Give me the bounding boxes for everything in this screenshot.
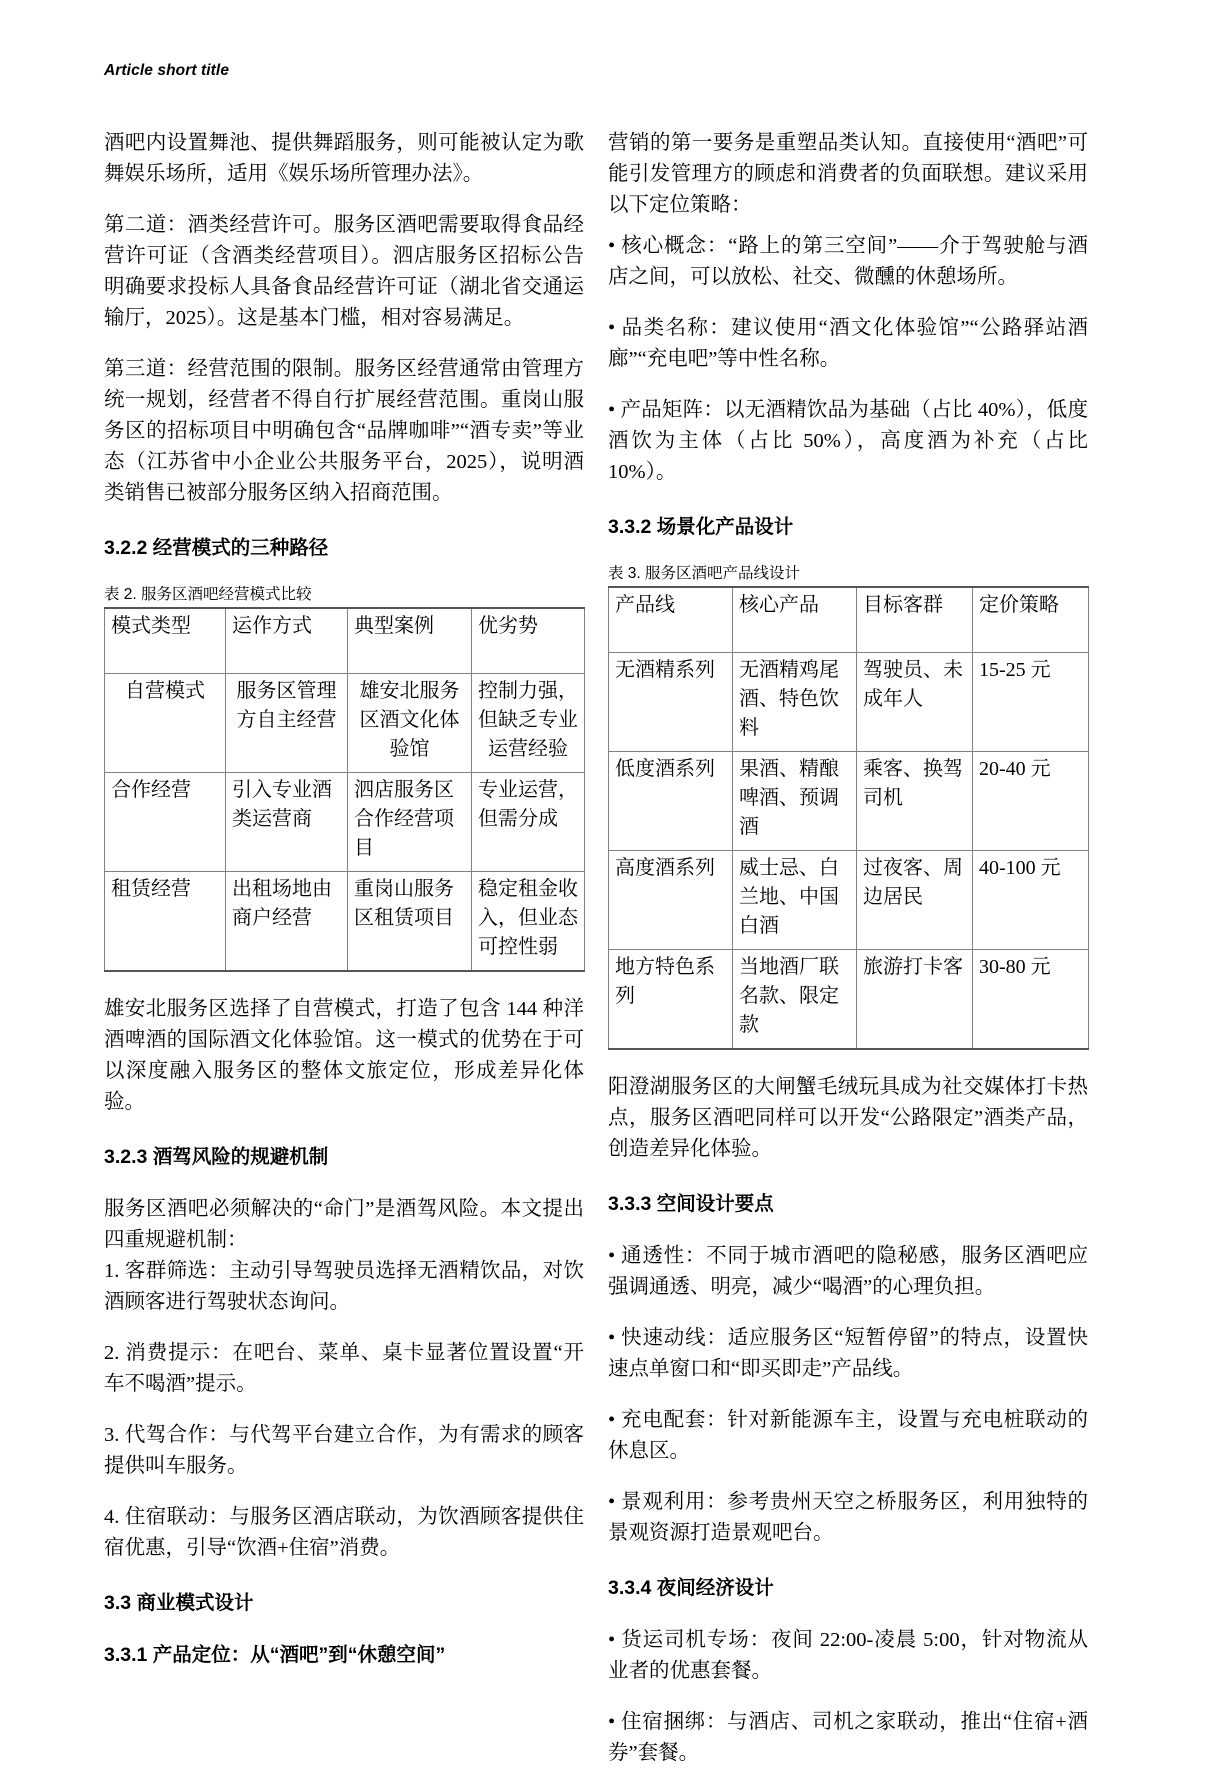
table-row — [105, 608, 585, 674]
list-item: • 核心概念：“路上的第三空间”——介于驾驶舱与酒店之间，可以放松、社交、微醺的休憩场所。 — [608, 235, 1088, 288]
table-header-cell: 核心产品 — [733, 587, 857, 653]
table-cell: 引入专业酒类运营商 — [226, 773, 348, 872]
table-cell: 高度酒系列 — [609, 851, 733, 950]
table-cell: 威士忌、白兰地、中国白酒 — [733, 851, 857, 950]
list-item: • 品类名称：建议使用“酒文化体验馆”“公路驿站酒廊”“充电吧”等中性名称。 — [608, 317, 1088, 370]
paragraph: 营销的第一要务是重塑品类认知。直接使用“酒吧”可能引发管理方的顾虑和消费者的负面联想。建议采用以下定位策略： — [608, 132, 1088, 216]
table-cell: 专业运营，但需分成 — [472, 773, 585, 872]
section-heading-3-3-3: 3.3.3 空间设计要点 — [608, 1193, 774, 1215]
table-row — [609, 653, 1089, 752]
table-row — [609, 851, 1089, 950]
list-item: • 通透性：不同于城市酒吧的隐秘感，服务区酒吧应强调通透、明亮，减少“喝酒”的心理负担。 — [608, 1245, 1088, 1298]
table-cell: 控制力强，但缺乏专业运营经验 — [472, 674, 585, 773]
right-column — [608, 128, 1088, 1789]
table-cell: 合作经营 — [105, 773, 226, 872]
list-item: • 货运司机专场：夜间 22:00-凌晨 5:00，针对物流从业者的优惠套餐。 — [608, 1629, 1088, 1682]
two-column-body — [0, 128, 1224, 1789]
list-item: • 快速动线：适应服务区“短暂停留”的特点，设置快速点单窗口和“即买即走”产品线。 — [608, 1327, 1088, 1380]
paragraph: 第三道：经营范围的限制。服务区经营通常由管理方统一规划，经营者不得自行扩展经营范围。重岗山服务区的招标项目中明确包含“品牌咖啡”“酒专卖”等业态（江苏省中小企业公共服务平台，2025），说明酒类销售已被部分服务区纳入招商范围。 — [104, 358, 584, 504]
table-row — [609, 752, 1089, 851]
list-item: 3. 代驾合作：与代驾平台建立合作，为有需求的顾客提供叫车服务。 — [104, 1424, 584, 1477]
section-heading-3-3-4: 3.3.4 夜间经济设计 — [608, 1577, 774, 1599]
table-cell: 租赁经营 — [105, 872, 226, 972]
table-2-caption: 表 2. 服务区酒吧经营模式比较 — [104, 586, 312, 603]
table-3 — [608, 586, 1089, 1050]
left-column — [104, 128, 584, 1692]
list-item: 2. 消费提示：在吧台、菜单、桌卡显著位置设置“开车不喝酒”提示。 — [104, 1342, 584, 1395]
section-heading-3-2-3: 3.2.3 酒驾风险的规避机制 — [104, 1146, 329, 1168]
table-header-cell: 运作方式 — [226, 608, 348, 674]
table-cell: 30-80 元 — [973, 950, 1089, 1050]
table-2 — [104, 607, 585, 972]
table-row — [609, 587, 1089, 653]
table-cell: 低度酒系列 — [609, 752, 733, 851]
running-head: Article short title — [104, 62, 230, 79]
list-item: • 住宿捆绑：与酒店、司机之家联动，推出“住宿+酒券”套餐。 — [608, 1711, 1088, 1764]
list-item: • 产品矩阵：以无酒精饮品为基础（占比 40%），低度酒饮为主体（占比 50%），高度酒为补充（占比 10%）。 — [608, 399, 1088, 483]
table-cell: 雄安北服务区酒文化体验馆 — [348, 674, 472, 773]
table-cell: 过夜客、周边居民 — [857, 851, 973, 950]
table-cell: 乘客、换驾司机 — [857, 752, 973, 851]
section-heading-3-3: 3.3 商业模式设计 — [104, 1592, 254, 1614]
spacer — [608, 221, 1088, 231]
table-header-cell: 典型案例 — [348, 608, 472, 674]
table-row — [105, 773, 585, 872]
table-cell: 地方特色系列 — [609, 950, 733, 1050]
table-row — [105, 872, 585, 972]
table-row — [609, 950, 1089, 1050]
table-cell: 当地酒厂联名款、限定款 — [733, 950, 857, 1050]
section-heading-3-3-2: 3.3.2 场景化产品设计 — [608, 516, 794, 538]
table-cell: 泗店服务区合作经营项目 — [348, 773, 472, 872]
table-cell: 驾驶员、未成年人 — [857, 653, 973, 752]
table-cell: 自营模式 — [105, 674, 226, 773]
table-cell: 出租场地由商户经营 — [226, 872, 348, 972]
list-item: 1. 客群筛选：主动引导驾驶员选择无酒精饮品，对饮酒顾客进行驾驶状态询问。 — [104, 1260, 584, 1313]
table-cell: 15-25 元 — [973, 653, 1089, 752]
table-cell: 20-40 元 — [973, 752, 1089, 851]
table-header-cell: 定价策略 — [973, 587, 1089, 653]
table-header-cell: 优劣势 — [472, 608, 585, 674]
table-cell: 果酒、精酿啤酒、预调酒 — [733, 752, 857, 851]
table-cell: 旅游打卡客 — [857, 950, 973, 1050]
list-item: 4. 住宿联动：与服务区酒店联动，为饮酒顾客提供住宿优惠，引导“饮酒+住宿”消费。 — [104, 1506, 584, 1559]
section-heading-3-2-2: 3.2.2 经营模式的三种路径 — [104, 537, 329, 559]
table-cell: 稳定租金收入，但业态可控性弱 — [472, 872, 585, 972]
table-row — [105, 674, 585, 773]
section-heading-3-3-1: 3.3.1 产品定位：从“酒吧”到“休憩空间” — [104, 1644, 446, 1666]
list-item: • 充电配套：针对新能源车主，设置与充电桩联动的休息区。 — [608, 1409, 1088, 1462]
table-3-caption: 表 3. 服务区酒吧产品线设计 — [608, 565, 801, 582]
paragraph: 第二道：酒类经营许可。服务区酒吧需要取得食品经营许可证（含酒类经营项目）。泗店服务区招标公告明确要求投标人具备食品经营许可证（湖北省交通运输厅，2025）。这是基本门槛，相对容易满足。 — [104, 214, 584, 329]
table-cell: 服务区管理方自主经营 — [226, 674, 348, 773]
table-cell: 无酒精系列 — [609, 653, 733, 752]
table-header-cell: 模式类型 — [105, 608, 226, 674]
table-cell: 重岗山服务区租赁项目 — [348, 872, 472, 972]
table-header-cell: 目标客群 — [857, 587, 973, 653]
paragraph: 酒吧内设置舞池、提供舞蹈服务，则可能被认定为歌舞娱乐场所，适用《娱乐场所管理办法》。 — [104, 132, 584, 185]
list-item: • 景观利用：参考贵州天空之桥服务区，利用独特的景观资源打造景观吧台。 — [608, 1491, 1088, 1544]
table-header-cell: 产品线 — [609, 587, 733, 653]
paragraph: 阳澄湖服务区的大闸蟹毛绒玩具成为社交媒体打卡热点，服务区酒吧同样可以开发“公路限定”酒类产品，创造差异化体验。 — [608, 1076, 1088, 1160]
table-cell: 无酒精鸡尾酒、特色饮料 — [733, 653, 857, 752]
paragraph: 雄安北服务区选择了自营模式，打造了包含 144 种洋酒啤酒的国际酒文化体验馆。这一模式的优势在于可以深度融入服务区的整体文旅定位，形成差异化体验。 — [104, 998, 584, 1113]
table-cell: 40-100 元 — [973, 851, 1089, 950]
paragraph: 服务区酒吧必须解决的“命门”是酒驾风险。本文提出四重规避机制： — [104, 1198, 584, 1251]
